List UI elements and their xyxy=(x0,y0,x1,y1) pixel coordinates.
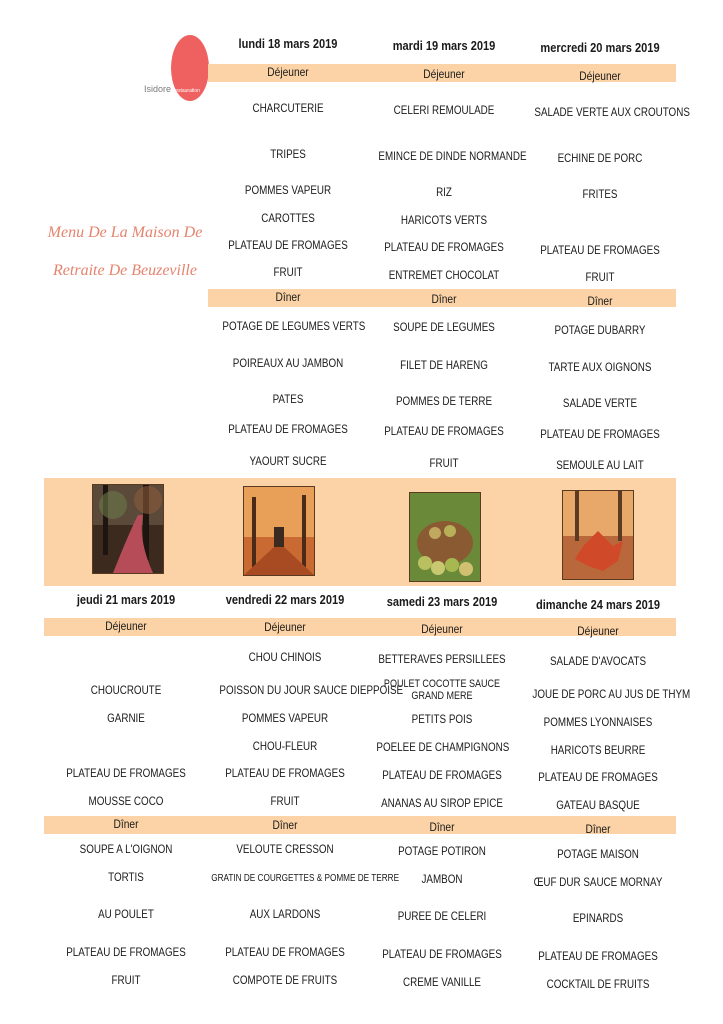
menu-item: SALADE VERTE AUX CROUTONS xyxy=(534,105,690,119)
menu-item: FRUIT xyxy=(585,270,615,284)
menu-item: CHARCUTERIE xyxy=(252,101,324,115)
logo-name: Isidore xyxy=(144,84,172,94)
menu-title-line-1: Menu De La Maison De xyxy=(47,224,203,241)
menu-item: SALADE VERTE xyxy=(562,396,638,410)
day-header: mardi 19 mars 2019 xyxy=(392,38,496,53)
menu-item: PLATEAU DE FROMAGES xyxy=(538,949,658,963)
menu-item: ENTREMET CHOCOLAT xyxy=(388,268,500,282)
section-label: Dîner xyxy=(585,822,611,836)
menu-item: AU POULET xyxy=(98,907,154,921)
menu-item: SOUPE DE LEGUMES xyxy=(393,320,495,334)
menu-item: COCKTAIL DE FRUITS xyxy=(546,977,650,991)
menu-item: TRIPES xyxy=(270,147,306,161)
menu-item: ANANAS AU SIROP EPICE xyxy=(381,796,503,810)
day-header: jeudi 21 mars 2019 xyxy=(76,592,176,607)
menu-item: FILET DE HARENG xyxy=(400,358,488,372)
menu-item: JAMBON xyxy=(421,872,463,886)
menu-item: FRUIT xyxy=(429,456,459,470)
section-label: Dîner xyxy=(587,294,613,308)
menu-item: POMMES VAPEUR xyxy=(244,183,332,197)
autumn-path-photo xyxy=(92,484,164,574)
menu-title-line-2: Retraite De Beuzeville xyxy=(53,262,197,279)
menu-item: PLATEAU DE FROMAGES xyxy=(225,945,345,959)
menu-item: PATES xyxy=(272,392,304,406)
day-header: lundi 18 mars 2019 xyxy=(238,36,338,51)
day-header: samedi 23 mars 2019 xyxy=(386,594,498,609)
menu-item: ŒUF DUR SAUCE MORNAY xyxy=(533,875,663,889)
menu-item: CAROTTES xyxy=(261,211,315,225)
menu-item: JOUE DE PORC AU JUS DE THYM xyxy=(532,687,691,701)
autumn-alley-photo xyxy=(243,486,315,576)
menu-item: POISSON DU JOUR SAUCE DIEPPOISE xyxy=(219,683,404,697)
menu-item: PLATEAU DE FROMAGES xyxy=(540,427,660,441)
section-label: Déjeuner xyxy=(105,619,147,633)
section-label: Déjeuner xyxy=(579,69,621,83)
menu-item: PLATEAU DE FROMAGES xyxy=(66,945,186,959)
menu-item: POMMES DE TERRE xyxy=(395,394,493,408)
section-label: Dîner xyxy=(272,818,298,832)
section-label: Dîner xyxy=(431,292,457,306)
autumn-leaf-photo xyxy=(562,490,634,580)
menu-item: HARICOTS VERTS xyxy=(400,213,488,227)
section-label: Dîner xyxy=(429,820,455,834)
menu-item: PLATEAU DE FROMAGES xyxy=(66,766,186,780)
menu-item: HARICOTS BEURRE xyxy=(550,743,646,757)
menu-item: SALADE D'AVOCATS xyxy=(549,654,647,668)
section-label: Déjeuner xyxy=(421,622,463,636)
menu-item: FRITES xyxy=(582,187,618,201)
menu-item: COMPOTE DE FRUITS xyxy=(232,973,338,987)
menu-item: BETTERAVES PERSILLEES xyxy=(378,652,506,666)
menu-item: POULET COCOTTE SAUCE GRAND MERE xyxy=(383,678,501,702)
menu-item: POELEE DE CHAMPIGNONS xyxy=(376,740,510,754)
menu-item: PLATEAU DE FROMAGES xyxy=(384,424,504,438)
logo xyxy=(144,84,200,94)
menu-item: GATEAU BASQUE xyxy=(556,798,640,812)
day-header: vendredi 22 mars 2019 xyxy=(225,592,345,607)
menu-item: PLATEAU DE FROMAGES xyxy=(228,238,348,252)
menu-item: PLATEAU DE FROMAGES xyxy=(540,243,660,257)
menu-item: FRUIT xyxy=(111,973,141,987)
menu-item: POTAGE MAISON xyxy=(557,847,639,861)
menu-item: POTAGE DE LEGUMES VERTS xyxy=(222,319,366,333)
section-label: Déjeuner xyxy=(577,624,619,638)
section-label: Dîner xyxy=(275,290,301,304)
menu-item: PLATEAU DE FROMAGES xyxy=(382,947,502,961)
menu-item: EMINCE DE DINDE NORMANDE xyxy=(378,149,527,163)
section-label: Dîner xyxy=(113,817,139,831)
menu-item: PLATEAU DE FROMAGES xyxy=(228,422,348,436)
section-label: Déjeuner xyxy=(264,620,306,634)
menu-item: FRUIT xyxy=(273,265,303,279)
section-label: Déjeuner xyxy=(423,67,465,81)
menu-item: PLATEAU DE FROMAGES xyxy=(384,240,504,254)
menu-item: TORTIS xyxy=(108,870,144,884)
menu-item: FRUIT xyxy=(270,794,300,808)
menu-item: EPINARDS xyxy=(572,911,624,925)
menu-item: PLATEAU DE FROMAGES xyxy=(382,768,502,782)
menu-item: RIZ xyxy=(436,185,452,199)
menu-item: POMMES LYONNAISES xyxy=(543,715,653,729)
menu-item: POMMES VAPEUR xyxy=(241,711,329,725)
menu-item: AUX LARDONS xyxy=(249,907,321,921)
menu-item: ECHINE DE PORC xyxy=(557,151,643,165)
apple-basket-photo xyxy=(409,492,481,582)
menu-item: PETITS POIS xyxy=(411,712,473,726)
menu-item: POTAGE DUBARRY xyxy=(554,323,646,337)
menu-item: PUREE DE CELERI xyxy=(397,909,487,923)
menu-item: PLATEAU DE FROMAGES xyxy=(225,766,345,780)
menu-item: CREME VANILLE xyxy=(402,975,482,989)
menu-item: GRATIN DE COURGETTES & POMME DE TERRE xyxy=(211,873,400,884)
menu-item: YAOURT SUCRE xyxy=(249,454,327,468)
menu-item: POIREAUX AU JAMBON xyxy=(232,356,344,370)
menu-item: PLATEAU DE FROMAGES xyxy=(538,770,658,784)
menu-item: VELOUTE CRESSON xyxy=(236,842,334,856)
menu-item: CHOU CHINOIS xyxy=(248,650,322,664)
menu-item: CELERI REMOULADE xyxy=(393,103,495,117)
day-header: mercredi 20 mars 2019 xyxy=(540,40,660,55)
menu-item: CHOUCROUTE xyxy=(90,683,162,697)
logo-tag: restauration xyxy=(173,88,200,94)
menu-item: GARNIE xyxy=(107,711,145,725)
day-header: dimanche 24 mars 2019 xyxy=(535,597,661,612)
menu-item: SEMOULE AU LAIT xyxy=(556,458,644,472)
menu-item: MOUSSE COCO xyxy=(88,794,164,808)
menu-item: SOUPE A L'OIGNON xyxy=(79,842,173,856)
menu-item: CHOU-FLEUR xyxy=(252,739,318,753)
menu-item: TARTE AUX OIGNONS xyxy=(548,360,652,374)
section-label: Déjeuner xyxy=(267,65,309,79)
menu-item: POTAGE POTIRON xyxy=(398,844,486,858)
